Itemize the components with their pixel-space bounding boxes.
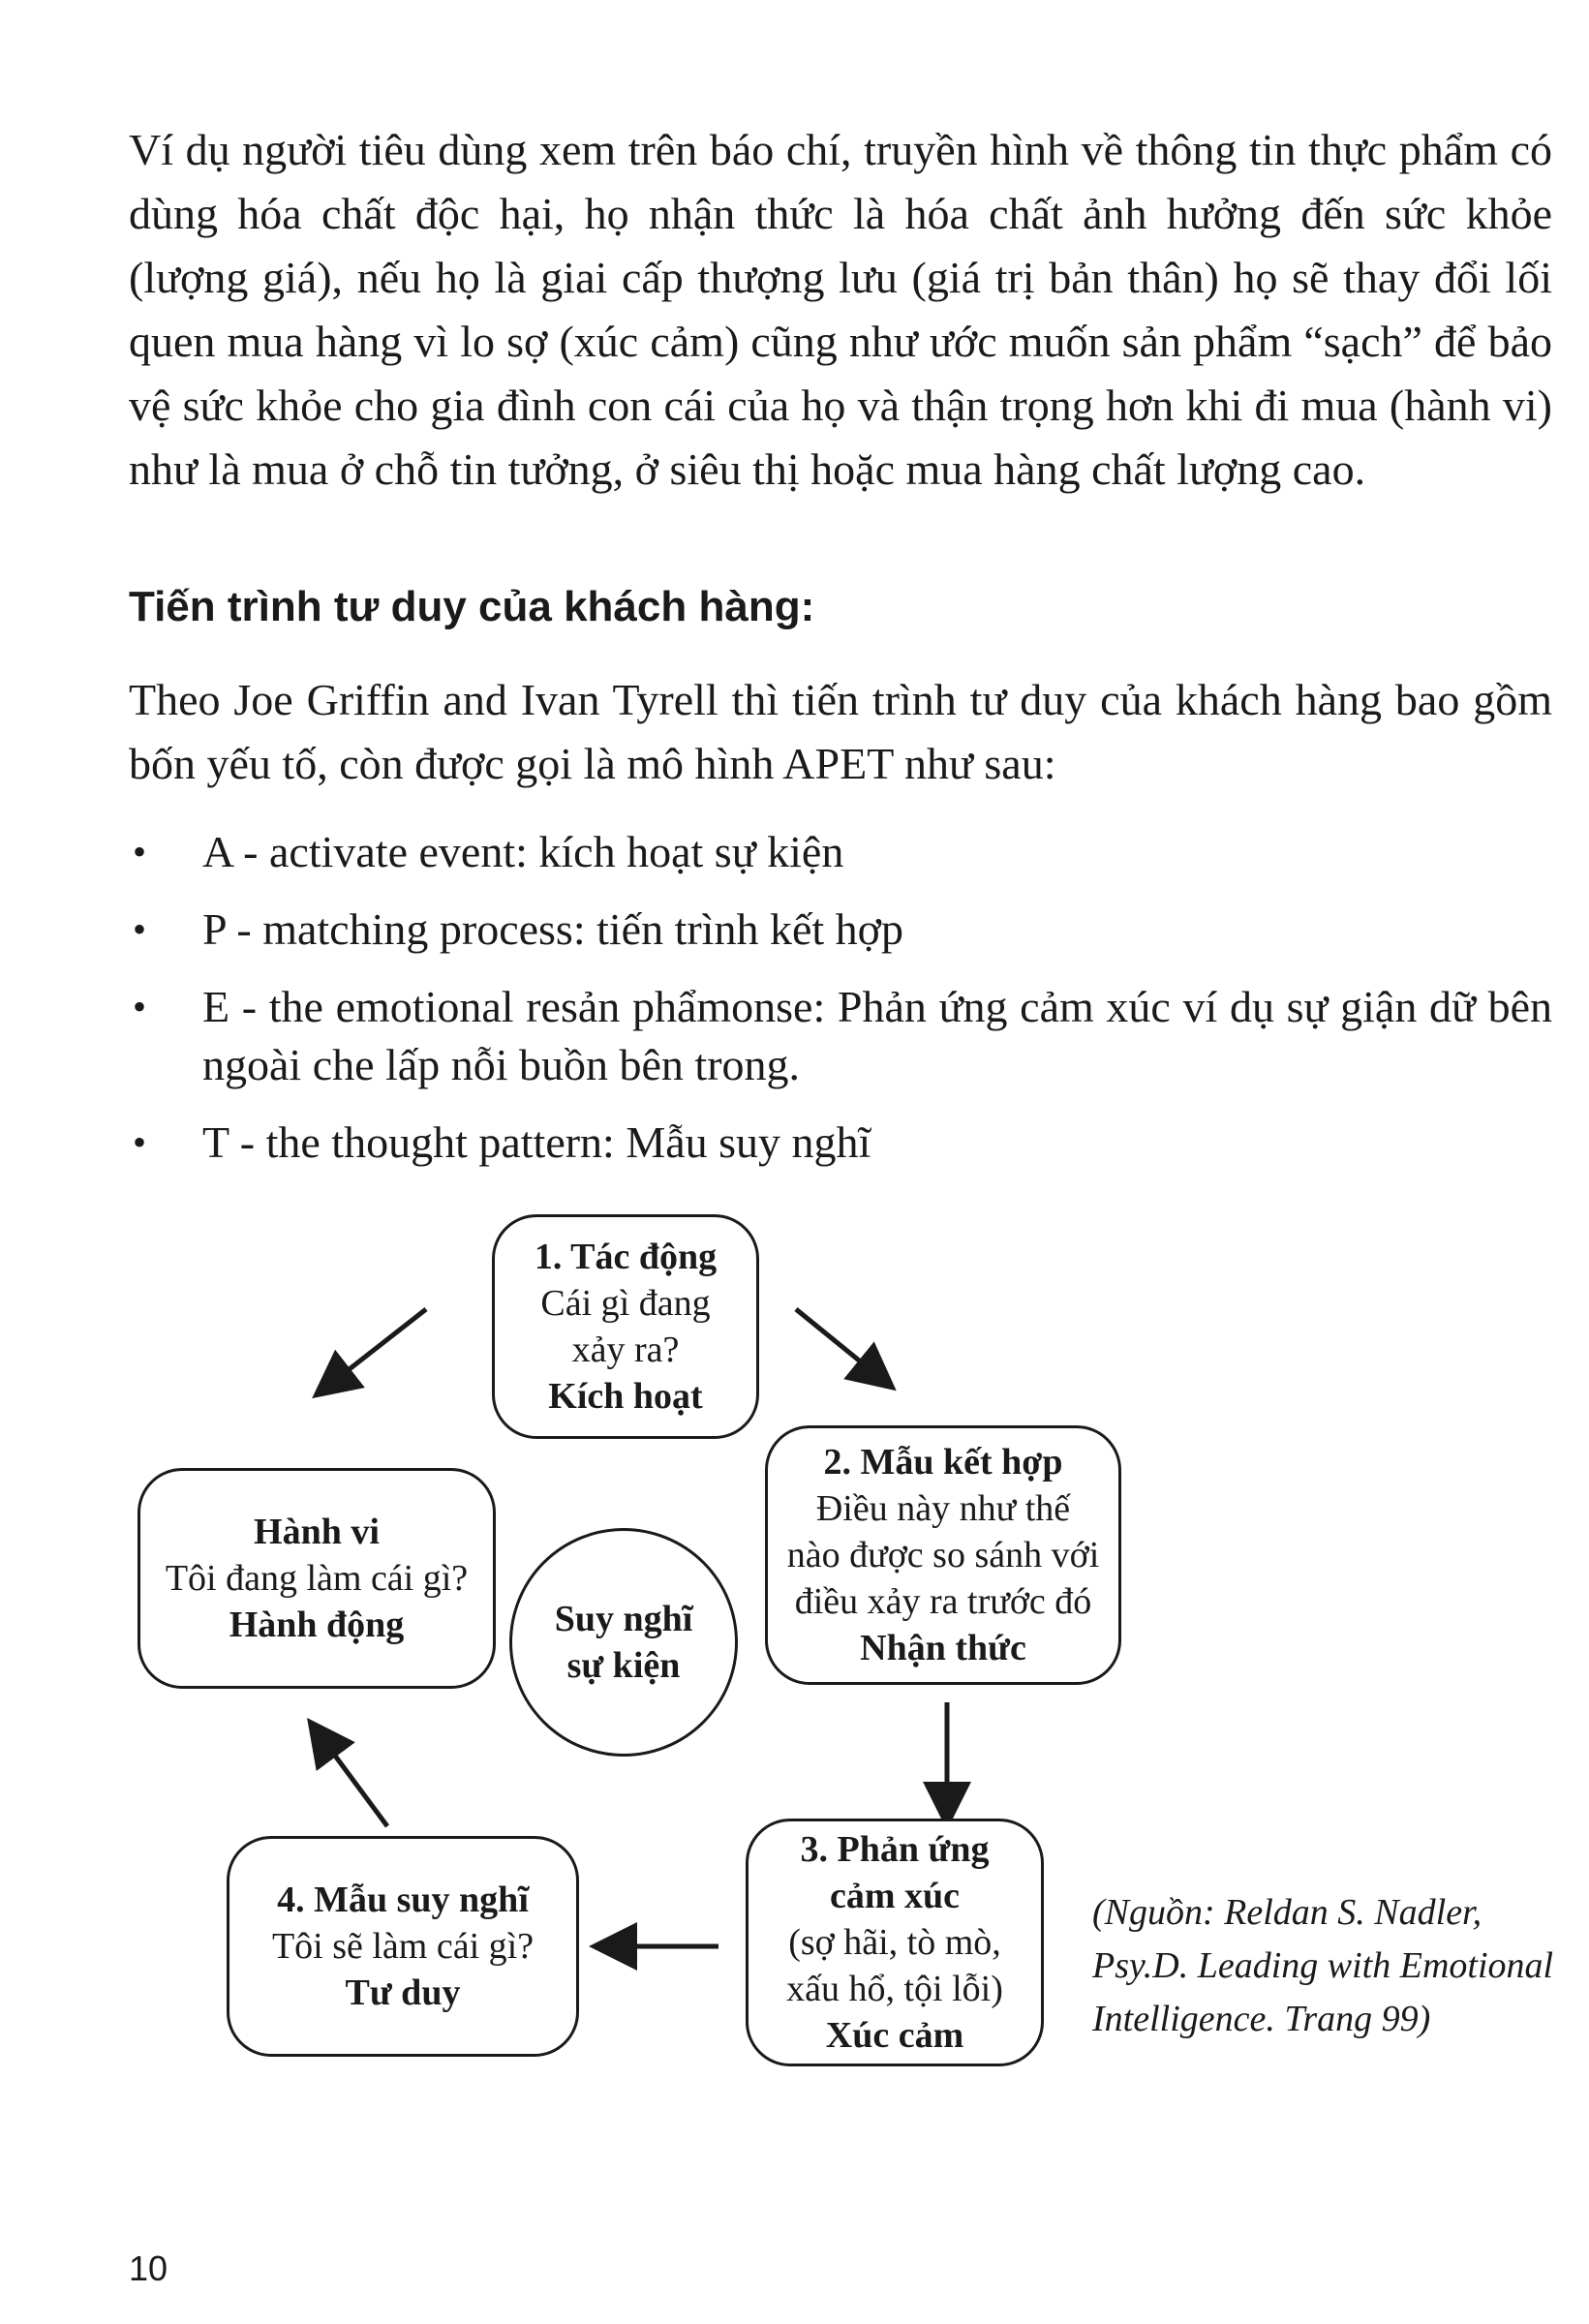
- apet-intro-paragraph: Theo Joe Griffin and Ivan Tyrell thì tiến trình tư duy của khách hàng bao gồm bốn yếu tố, còn được gọi là mô hình APET như sau:: [129, 675, 1552, 788]
- bullet-icon: •: [133, 907, 147, 951]
- apet-bullet-list: [129, 823, 1552, 1191]
- node-4-thought-pattern: 4. Mẫu suy nghĩ Tôi sẽ làm cái gì? Tư duy: [227, 1836, 579, 2057]
- node-2-matching: 2. Mẫu kết hợp Điều này như thế nào được so sánh với điều xảy ra trước đó Nhận thức: [765, 1425, 1121, 1685]
- bullet-item-a: • A - activate event: kích hoạt sự kiện: [129, 823, 1552, 881]
- node-behavior: Hành vi Tôi đang làm cái gì? Hành động: [138, 1468, 496, 1689]
- bullet-icon: •: [133, 1120, 147, 1164]
- bullet-item-p: • P - matching process: tiến trình kết hợp: [129, 901, 1552, 959]
- page-number: 10: [129, 2248, 168, 2288]
- bullet-icon: •: [133, 985, 147, 1028]
- center-thought-event: Suy nghĩ sự kiện: [509, 1528, 738, 1757]
- node-1-activate: 1. Tác động Cái gì đang xảy ra? Kích hoạt: [492, 1214, 759, 1439]
- bullet-icon: •: [133, 830, 147, 873]
- node-3-emotional-response: 3. Phản ứng cảm xúc (sợ hãi, tò mò, xấu hổ, tội lỗi) Xúc cảm: [746, 1819, 1044, 2066]
- section-heading: Tiến trình tư duy của khách hàng:: [129, 583, 815, 630]
- arrow-node4-to-node5: [313, 1726, 387, 1826]
- arrow-node1-to-node2: [796, 1309, 889, 1385]
- arrow-node5-to-node1: [320, 1309, 426, 1392]
- bullet-item-e: • E - the emotional resản phẩmonse: Phản ứng cảm xúc ví dụ sự giận dữ bên ngoài che lấp nỗi buồn bên trong.: [129, 978, 1552, 1094]
- source-citation: (Nguồn: Reldan S. Nadler, Psy.D. Leading with Emotional Intelligence. Trang 99): [1092, 1892, 1554, 2039]
- bullet-item-t: • T - the thought pattern: Mẫu suy nghĩ: [129, 1114, 1552, 1172]
- intro-paragraph: Ví dụ người tiêu dùng xem trên báo chí, truyền hình về thông tin thực phẩm có dùng hóa chất độc hại, họ nhận thức là hóa chất ảnh hưởng đến sức khỏe (lượng giá), nếu họ là giai cấp thượng lưu (giá trị bản thân) họ sẽ thay đổi lối quen mua hàng vì lo sợ (xúc cảm) cũng như ước muốn sản phẩm “sạch” để bảo vệ sức khỏe cho gia đình con cái của họ và thận trọng hơn khi đi mua (hành vi) như là mua ở chỗ tin tưởng, ở siêu thị hoặc mua hàng chất lượng cao.: [129, 125, 1552, 494]
